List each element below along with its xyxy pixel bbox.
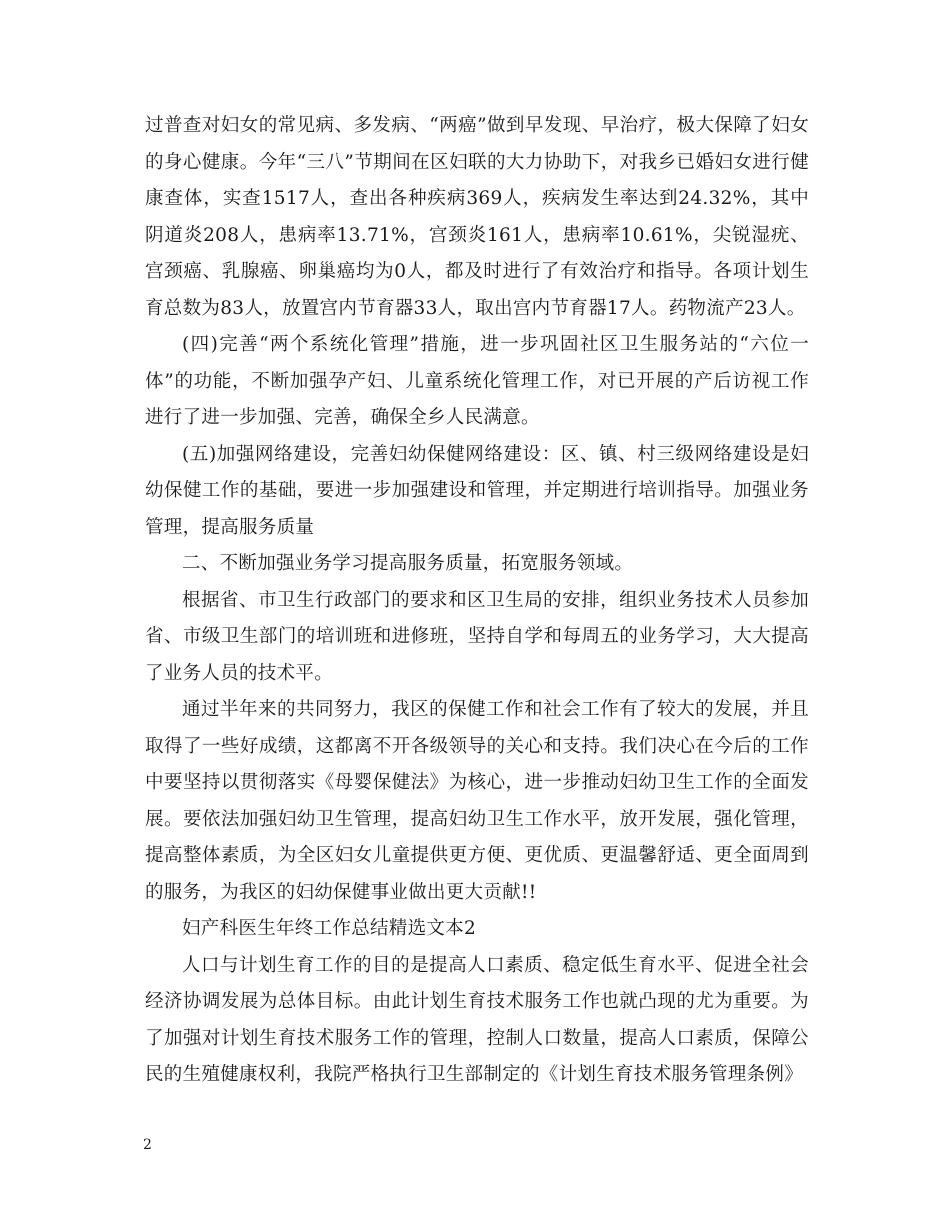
section-heading-study: 二、不断加强业务学习提高服务质量，拓宽服务领域。 <box>182 553 634 574</box>
document-body <box>145 108 809 1094</box>
paragraph-system-management: (四)完善“两个系统化管理”措施，进一步巩固社区卫生服务站的“六位一体”的功能，不断加强孕产妇、儿童系统化管理工作，对已开展的产后访视工作进行了进一步加强、完善，确保全乡人民满意。 <box>145 334 809 428</box>
paragraph-family-planning: 人口与计划生育工作的目的是提高人口素质、稳定低生育水平、促进全社会经济协调发展为总体目标。由此计划生育技术服务工作也就凸现的尤为重要。为了加强对计划生育技术服务工作的管理，控制人口数量，提高人口素质，保障公民的生殖健康权利，我院严格执行卫生部制定的《计划生育技术服务管理条例》 <box>145 954 809 1085</box>
paragraph-network-building: (五)加强网络建设，完善妇幼保健网络建设：区、镇、村三级网络建设是妇幼保健工作的基础，要进一步加强建设和管理，并定期进行培训指导。加强业务管理，提高服务质量 <box>145 443 809 538</box>
paragraph-conclusion: 通过半年来的共同努力，我区的保健工作和社会工作有了较大的发展，并且取得了一些好成绩，这都离不开各级领导的关心和支持。我们决心在今后的工作中要坚持以贯彻落实《母婴保健法》为核心，进一步推动妇幼卫生工作的全面发展。要依法加强妇幼卫生管理，提高妇幼卫生工作水平，放开发展，强化管理，提高整体素质，为全区妇女儿童提供更方便、更优质、更温馨舒适、更全面周到的服务，为我区的妇幼保健事业做出更大贡献!! <box>145 699 809 903</box>
paragraph-training: 根据省、市卫生行政部门的要求和区卫生局的安排，组织业务技术人员参加省、市级卫生部门的培训班和进修班，坚持自学和每周五的业务学习，大大提高了业务人员的技术平。 <box>145 589 809 684</box>
page-number: 2 <box>143 1137 152 1153</box>
paragraph-health-screening: 过普查对妇女的常见病、多发病、“两癌”做到早发现、早治疗，极大保障了妇女的身心健康。今年“三八”节期间在区妇联的大力协助下，对我乡已婚妇女进行健康查体，实查1517人，查出各种疾病369人，疾病发生率达到24.32%，其中阴道炎208人，患病率13.71%，宫颈炎161人，患病率10.61%，尖锐湿疣、宫颈癌、乳腺癌、卵巢癌均为0人，都及时进行了有效治疗和指导。各项计划生育总数为83人，放置宫内节育器33人，取出宫内节育器17人。药物流产23人。 <box>145 115 809 319</box>
section-title-sample-2: 妇产科医生年终工作总结精选文本2 <box>182 918 477 939</box>
